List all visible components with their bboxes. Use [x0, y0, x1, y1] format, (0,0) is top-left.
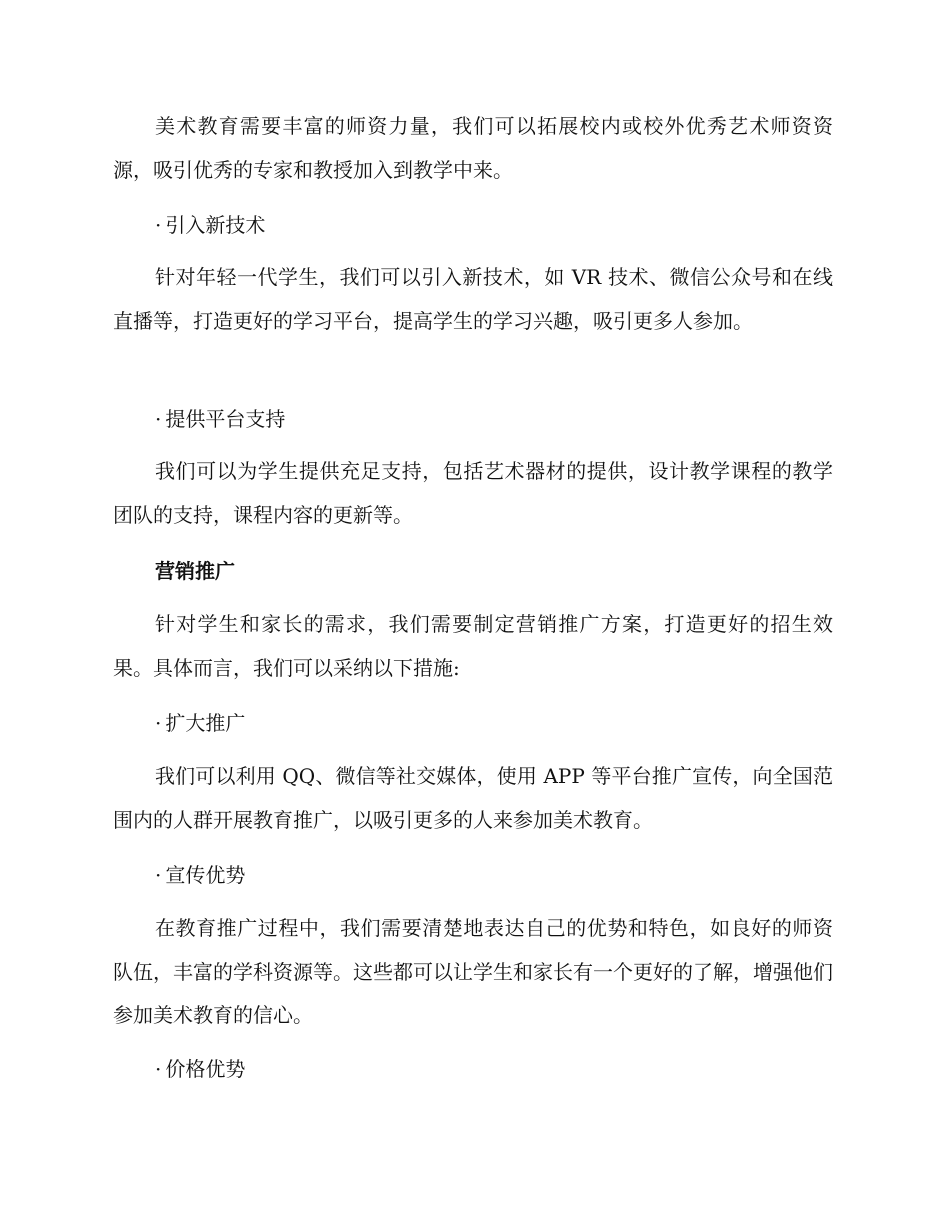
bullet-label: 引入新技术 — [165, 213, 266, 237]
bullet-dot: · — [155, 863, 162, 887]
paragraph-marketing-intro: 针对学生和家长的需求，我们需要制定营销推广方案，打造更好的招生效果。具体而言，我们可以采纳以下措施: — [113, 612, 833, 680]
bullet-promote-advantages — [155, 860, 245, 890]
bullet-dot: · — [155, 407, 162, 431]
paragraph-expand-promotion: 我们可以利用 QQ、微信等社交媒体，使用 APP 等平台推广宣传，向全国范围内的人群开展教育推广，以吸引更多的人来参加美术教育。 — [113, 764, 833, 832]
bullet-expand-promotion — [155, 708, 245, 738]
bullet-price-advantage — [155, 1054, 245, 1084]
bullet-dot: · — [155, 1057, 162, 1081]
bullet-label: 提供平台支持 — [165, 407, 286, 431]
paragraph-promote-advantages: 在教育推广过程中，我们需要清楚地表达自己的优势和特色，如良好的师资队伍，丰富的学科资源等。这些都可以让学生和家长有一个更好的了解，增强他们参加美术教育的信心。 — [113, 916, 833, 1027]
bullet-new-technology — [155, 210, 265, 240]
bullet-dot: · — [155, 711, 162, 735]
bullet-label: 扩大推广 — [165, 711, 246, 735]
bullet-label: 价格优势 — [165, 1057, 246, 1081]
section-heading-marketing: 营销推广 — [155, 559, 235, 583]
paragraph-new-technology: 针对年轻一代学生，我们可以引入新技术，如 VR 技术、微信公众号和在线直播等，打造更好的学习平台，提高学生的学习兴趣，吸引更多人参加。 — [113, 265, 833, 333]
bullet-label: 宣传优势 — [165, 863, 246, 887]
paragraph-platform-support: 我们可以为学生提供充足支持，包括艺术器材的提供，设计教学课程的教学团队的支持，课程内容的更新等。 — [113, 459, 833, 527]
bullet-dot: · — [155, 213, 162, 237]
bullet-platform-support — [155, 404, 285, 434]
paragraph-teacher-resources: 美术教育需要丰富的师资力量，我们可以拓展校内或校外优秀艺术师资资源，吸引优秀的专家和教授加入到教学中来。 — [113, 114, 833, 182]
